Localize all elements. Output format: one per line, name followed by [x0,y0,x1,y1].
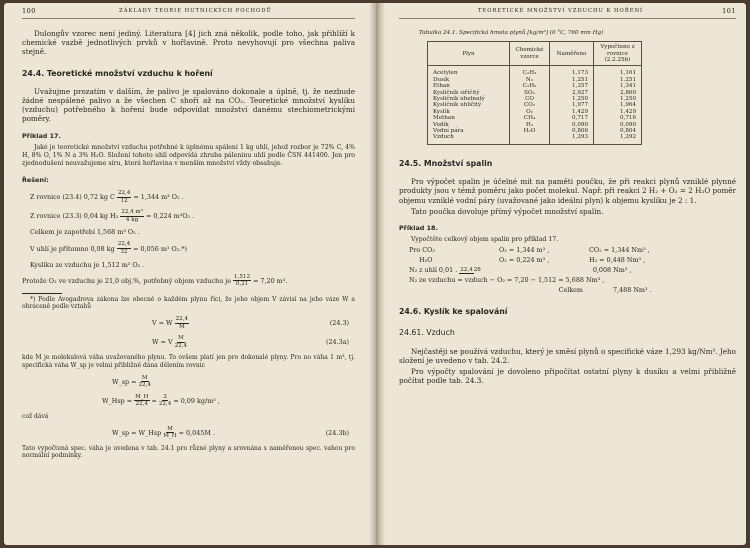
table-cell: 1,429 [550,109,594,115]
eq5-text: Kyslíku ze vzduchu je 1,512 m³ O₂ . [30,260,145,269]
feq1-num: 22,4 [175,315,189,322]
feq3-den: 22,4 [138,382,151,389]
eq1-num: 22,4 [117,190,131,197]
table-cell: Vodík [428,122,510,128]
eq6-lhs: Protože O₂ ve vzduchu je 21,0 obj.%, potřebný objem vzduchu je [22,276,231,285]
example-18-label: Příklad 18. [399,223,438,232]
equation-3 [30,228,355,236]
calc-a2: O₂ = 1,344 m³ , [499,246,550,255]
table-cell: O₂ [510,109,550,115]
table-cell: 0,717 [550,115,594,121]
section-paragraph: Uvažujme prozatím v dalším, že palivo je spalováno dokonale a úplně, tj. že nezbude žádné nespálené palivo a že všechen C shoří až na CO₂. Teoretické množství kyslíku (vzduchu) potřebného k hoření bude odpovídat množství danému stechiometrickými poměry. [22,86,355,124]
equation-5 [30,261,355,269]
eq4-den: 32 [120,249,128,255]
calc-row-h2o [409,256,736,265]
eq6-den: 0,21 [235,281,249,288]
table-cell: Vzduch [428,134,510,144]
subsection-text: Nejčastěji se používá vzduchu, který je směsí plynů o specifické váze 1,293 kg/Nm³. Jeho složení je uvedeno v tab. 24.2. [399,346,736,365]
table-cell: H₂ [510,122,550,128]
feq5-den: M_H [163,433,177,440]
footnote [22,293,355,460]
book-gutter [369,3,385,545]
table-cell: Dusík [428,77,510,83]
calc-d1: N₂ ze vzduchu = vzduch − O₂ = 7,20 − 1,512 = 5,688 Nm³ , [409,276,605,285]
table-cell: 1,161 [594,66,642,77]
table-cell [510,134,550,144]
table-cell: 1,251 [550,77,594,83]
calc-e3: 7,488 Nm³ . [613,286,652,295]
table-cell: 0,716 [594,115,642,121]
eq2-rhs: = 0,224 m³O₂ . [145,212,195,221]
table-header: Chemické vzorce [510,42,550,66]
intro-paragraph: Dulongův vzorec není jediný. Literatura [4] jich zná několik, podle toho, jak přihlíží k chemické vazbě jednotlivých prvků v hořlavině. Proto nevyhovují pro všechna paliva stejně. [22,29,355,57]
feq1-number: (24.3) [329,319,349,328]
calc-e1: Celkem [558,286,583,295]
footnote-rule [22,293,62,294]
feq3-lhs: W_sp = [112,377,137,386]
table-cell: 0,804 [594,128,642,134]
table-cell: 2,860 [594,90,642,96]
table-cell: N₂ [510,77,550,83]
eq4-num: 22,4 [117,241,131,248]
table-cell: 1,292 [594,134,642,144]
calc-c1: N₂ z uhlí 0,01 . [409,266,458,275]
footnote-eq-5 [112,426,355,440]
left-page [4,3,369,545]
equation-6 [22,274,355,288]
table-cell: Vodní pára [428,128,510,134]
left-running-title: ZÁKLADY TEORIE HUTNICKÝCH POCHODŮ [119,8,272,14]
table-cell: 0,090 [594,122,642,128]
feq4-mid: = [151,396,157,405]
table-cell: 1,173 [550,66,594,77]
table-cell: Kyslík [428,109,510,115]
calc-c3: 0,008 Nm³ , [592,266,632,275]
feq5-num: M [167,425,173,432]
table-cell: 1,250 [550,96,594,102]
section-title-24-6: 24.6. Kyslík ke spalování [399,307,508,317]
table-cell: Ethan [428,83,510,89]
table-cell: 1,357 [550,83,594,89]
footnote-text: *) Podle Avogadrova zákona lze obecně o každém plynu říci, že jeho objem V závisí na jeho váze W a obráceně podle vztahů [22,295,355,311]
equation-2 [30,209,355,223]
feq4-lhs: W_Hsp = [102,396,133,405]
table-cell: H₂O [510,128,550,134]
footnote-text-4: Tato vypočtená spec. váha je uvedena v tab. 24.1 pro různé plyny a srovnána s naměřenou spec. vahou pro normální podmínky. [22,444,355,460]
table-cell: Kysličník uhelnatý [428,96,510,102]
table-cell: 1,977 [550,102,594,108]
calc-row-total [409,286,736,295]
eq2-den: 4 kg [125,216,139,223]
feq5-lhs: W_sp = W_Hsp [112,428,162,437]
table-cell: Acetylen [428,66,510,77]
calc-b2: O₂ = 0,224 m³ , [499,256,550,265]
equation-1 [30,190,355,204]
subsection-title-24-61: 24.61. Vzduch [399,328,455,338]
feq4-num: M_H [135,393,149,400]
footnote-eq-3 [112,375,355,389]
calc-b3: H₂ = 0,448 Nm³ , [589,256,646,265]
table-cell: 0,090 [550,122,594,128]
example-17-label: Příklad 17. [22,131,61,140]
gas-density-table [427,41,642,145]
table-row [428,134,642,144]
feq5-rhs: = 0,045M . [178,428,215,437]
table-caption: Tabulka 24.1. Specifická hmota plynů [kg/m³] (0 °C, 760 mm Hg) [419,30,604,36]
table-cell: 1,250 [594,96,642,102]
table-cell: CH₄ [510,115,550,121]
section-title-24-5: 24.5. Množství spalin [399,158,493,168]
table-header-row [428,42,642,66]
feq4-num2: 2 [163,393,167,400]
section-title-24-4: 24.4. Teoretické množství vzduchu k hoření [22,68,213,78]
table-cell: CO [510,96,550,102]
right-page [385,3,746,545]
footnote-eq-1 [152,316,355,330]
eq6-num: 1,512 [234,273,251,280]
solution-label: Řešení: [22,175,49,184]
eq4-rhs: = 0,056 m³ O₂.*) [133,244,188,253]
calc-row-co2 [409,246,736,255]
calc-row-n2-air [409,276,736,285]
equation-4 [30,241,355,255]
example-17-text: Jaké je teoretické množství vzduchu potřebné k úplnému spálení 1 kg uhlí, jehož rozbor je 72% C, 4% H, 8% O, 1% N a 3% H₂O. Složení tohoto uhlí odpovídá zhruba páleninu uhlí podle ČSN 441400. Jen pro zjednodušení neuvažujeme síru, která hořlavina v menším množství vždy obsahuje. [22,143,355,167]
right-running-head [399,7,736,19]
table-cell: SO₂ [510,90,550,96]
feq3-num: M [141,374,148,381]
eq6-rhs: = 7,20 m³. [253,276,288,285]
table-header: Naměřeno [550,42,594,66]
table-cell: Kysličník uhličitý [428,102,510,108]
eq1-lhs: Z rovnice (23.4) 0,72 kg C [30,193,115,202]
feq4-den: 22,4 [135,401,149,408]
footnote-eq-4 [102,394,355,408]
feq5-number: (24.3b) [325,428,349,437]
footnote-eq-2 [152,335,355,349]
calc-c-den: 28 [473,266,481,273]
table-cell: 0,806 [550,128,594,134]
book-spread [4,3,746,545]
calc-a3: CO₂ = 1,344 Nm³ , [589,246,650,255]
table-cell: 2,927 [550,90,594,96]
feq4-den2: 22,4 [158,401,172,408]
table-cell: C₂H₆ [510,83,550,89]
subsection-text-2: Pro výpočty spalování je dovoleno připočítat ostatní plyny k dusíku a velmi přibližně počítat podle tab. 24.3. [399,366,736,386]
feq1-lhs: V = W [152,319,173,328]
table-cell: 1,293 [550,134,594,144]
table-row [428,66,642,77]
table-cell: 1,251 [594,77,642,83]
table-cell: Methan [428,115,510,121]
spaliny-calculation [399,246,736,295]
feq2-number: (24.3a) [325,338,349,347]
table-header: Plyn [428,42,510,66]
eq4-lhs: V uhlí je přítomno 0,08 kg [30,244,115,253]
footnote-text-2: kde M je molekulová váha uvažovaného plynu. To ovšem platí jen pro dokonalé plyny. Pro no váha 1 m³, tj. specifická váha W_sp je velmi přibližně dána dělením rovnic [22,354,355,369]
feq2-num: M [177,335,184,342]
feq2-den: 22,4 [174,342,188,349]
calc-c-num: 22,4 [460,266,473,273]
left-page-number: 100 [22,7,36,15]
eq1-den: 12 [120,197,128,204]
table-cell: 1,964 [594,102,642,108]
eq2-lhs: Z rovnice (23.3) 0,04 kg H₂ [30,212,119,221]
feq4-rhs: = 0,09 kg/m³ , [173,396,220,405]
table-cell: Kysličník siřičitý [428,90,510,96]
table-header: Vypočteno z rovnice (2.2.25b) [594,42,642,66]
calc-b1: H₂O [419,256,433,265]
eq3-text: Celkem je zapotřebí 1,568 m³ O₂ . [30,228,140,237]
left-running-head [22,7,355,19]
eq1-rhs: = 1,344 m³ O₂ . [133,193,184,202]
section-24-5-text-2: Tato poučka dovoluje přímý výpočet množství spalin. [411,206,604,216]
calc-row-n2-coal [409,266,736,275]
table-cell: 1,341 [594,83,642,89]
right-running-title: TEORETICKÉ MNOŽSTVÍ VZDUCHU K HOŘENÍ [477,8,644,14]
example-18-text: Vypočtěte celkový objem spalin pro příklad 17. [411,236,559,244]
table-cell: C₂H₂ [510,66,550,77]
table-cell: CO₂ [510,102,550,108]
feq2-lhs: W = V [152,338,173,347]
calc-a1: Pro CO₂ [409,246,435,255]
section-24-5-text: Pro výpočet spalin je účelné mít na paměti poučku, že při reakci plynů vzniklé plynné produkty jsou v témž poměru jako počet molekul. Např. při reakci 2 H₂ + O₂ = 2 H₂O poměr objemu vzniklé vodní páry (uvažované jako ideální plyn) k objemu kyslíku je 2 : 1. [399,177,736,205]
table-cell: 1,429 [594,109,642,115]
feq1-den: M [178,323,185,330]
footnote-text-3: což dává [22,412,49,420]
eq2-num: 22,4 m³ [121,209,143,216]
right-page-number: 101 [722,7,736,15]
